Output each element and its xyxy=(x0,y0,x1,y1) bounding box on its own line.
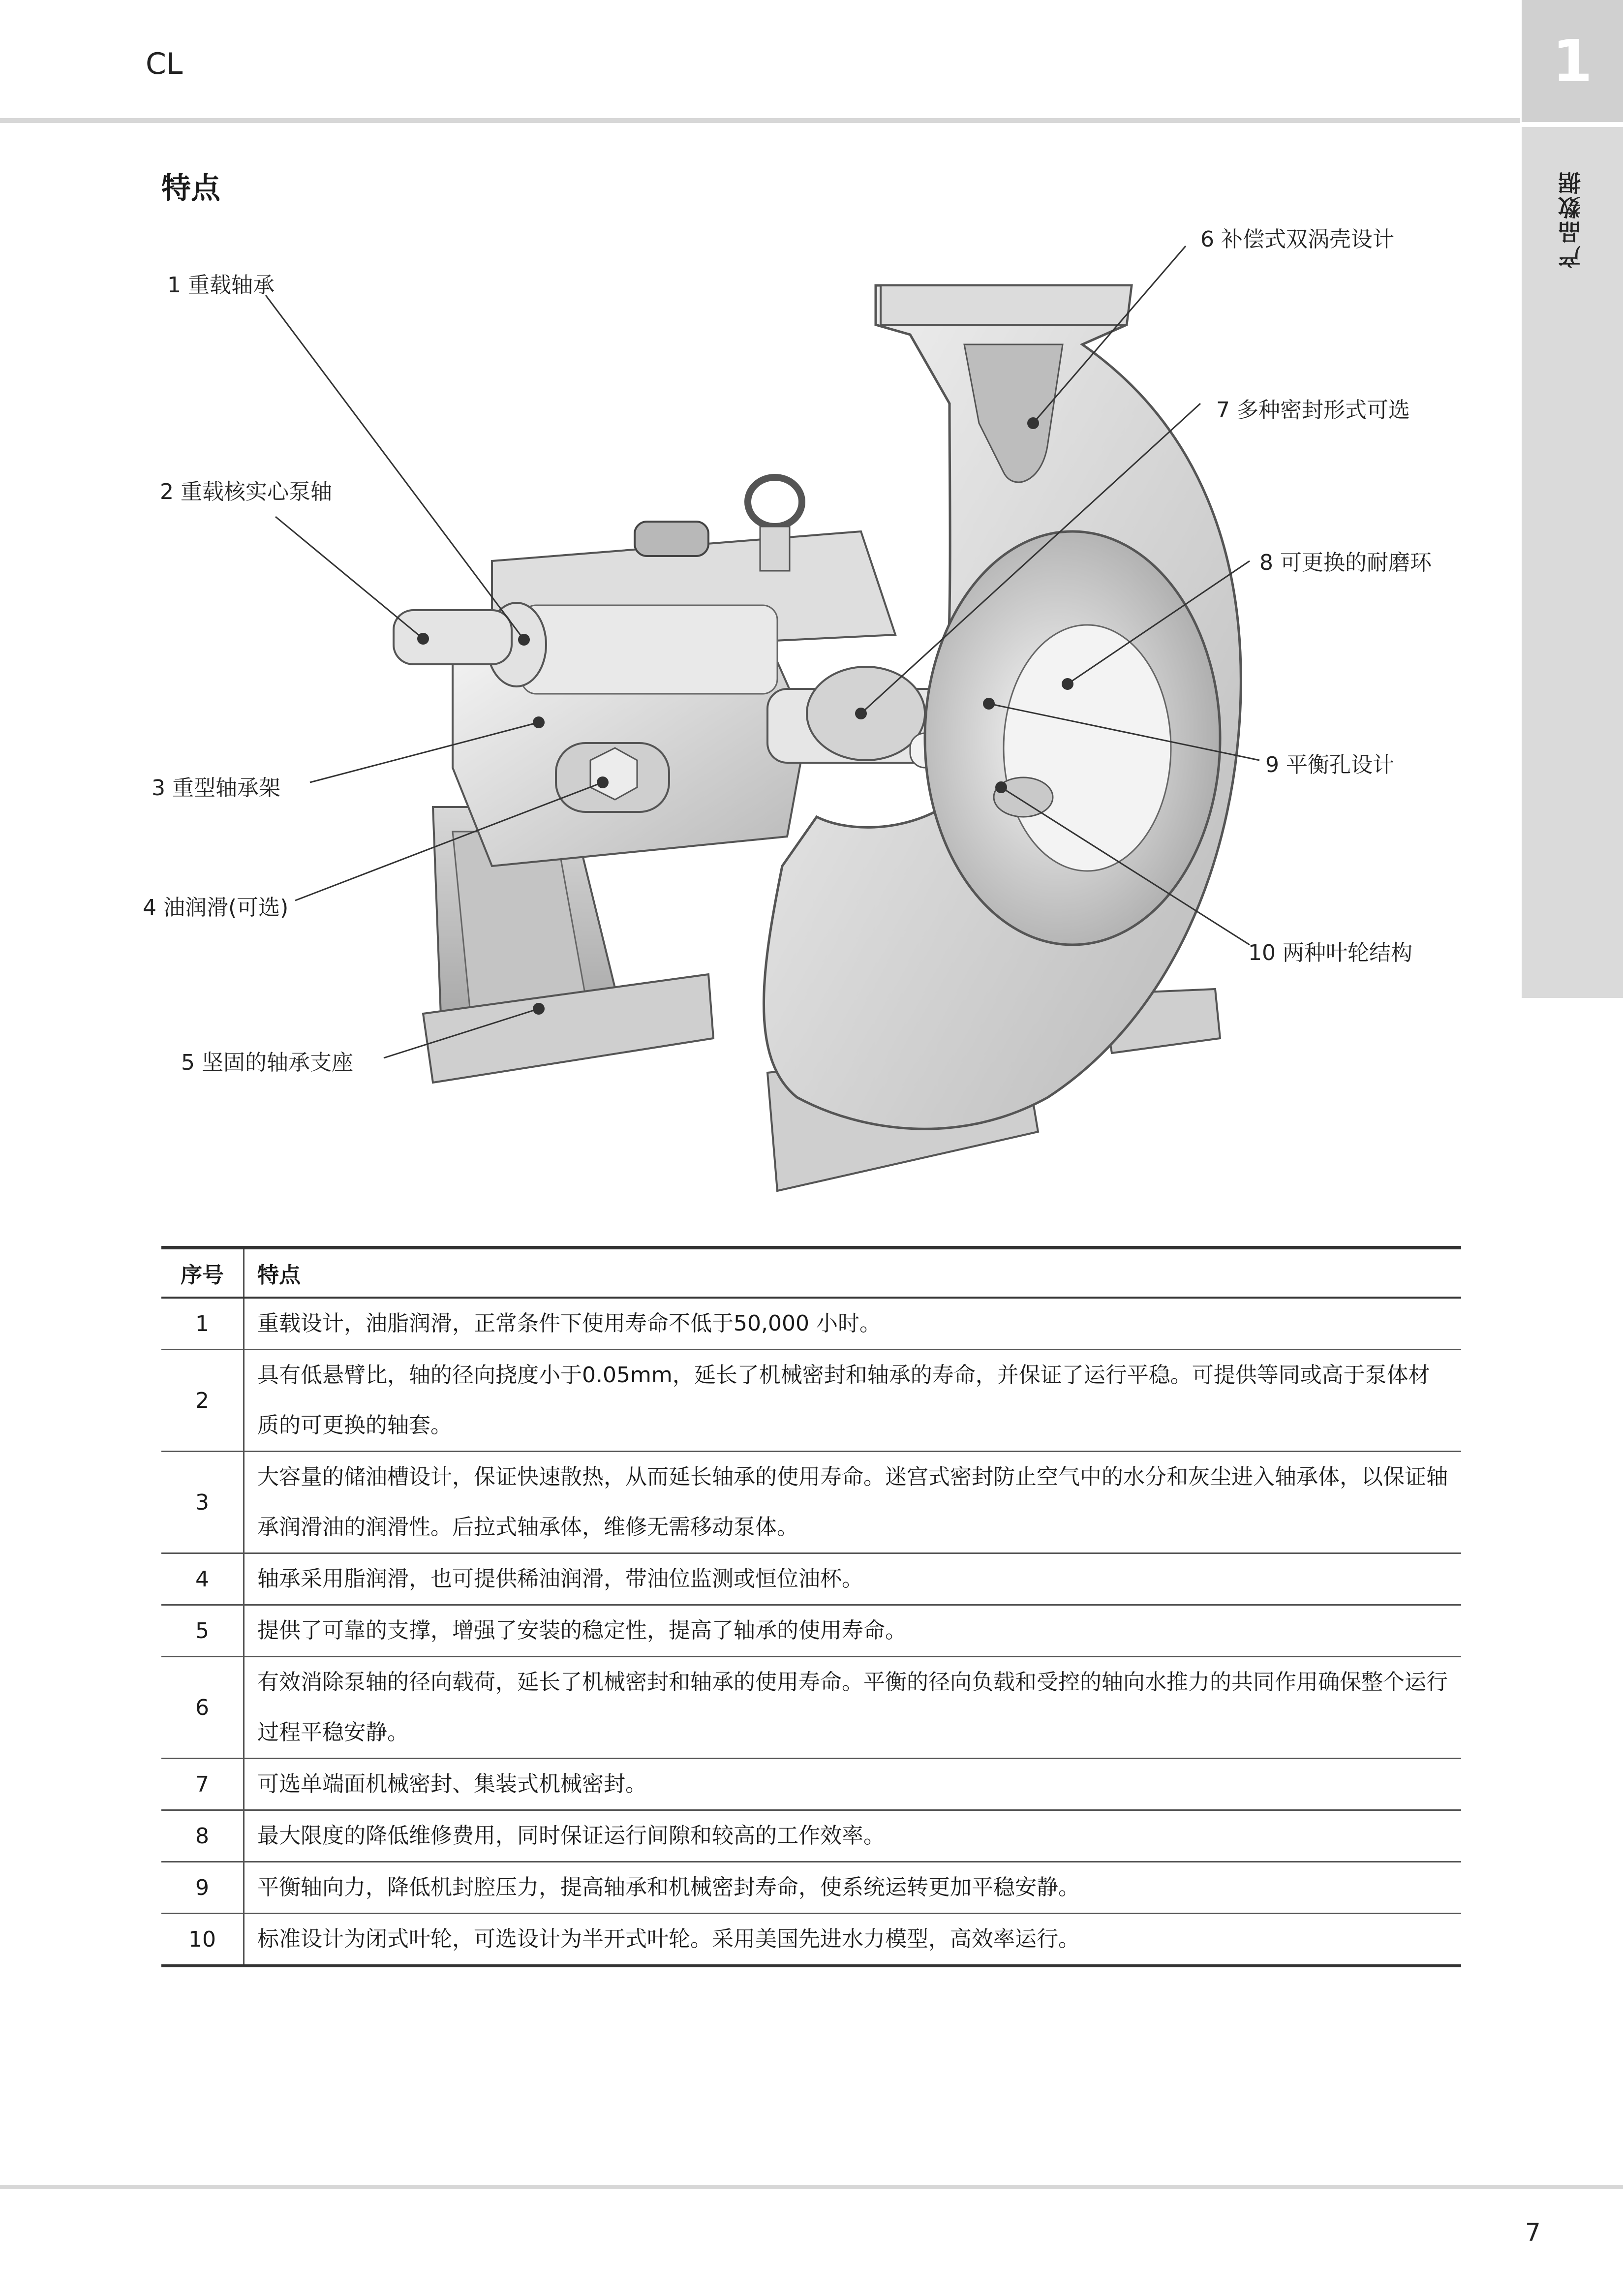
callout-3-bearing-frame: 3 重型轴承架 xyxy=(152,776,280,801)
callout-7-seal-options: 7 多种密封形式可选 xyxy=(1216,398,1410,423)
row-description: 有效消除泵轴的径向载荷，延长了机械密封和轴承的使用寿命。平衡的径向负载和受控的轴向水推力的共同作用确保整个运行过程平稳安静。 xyxy=(244,1657,1462,1759)
table-row xyxy=(161,1605,1461,1657)
section-title: 特点 xyxy=(161,171,220,206)
column-header-number: 序号 xyxy=(161,1248,244,1298)
callout-9-balance-holes: 9 平衡孔设计 xyxy=(1265,752,1394,777)
callout-5-bearing-support: 5 坚固的轴承支座 xyxy=(181,1050,353,1075)
table-row xyxy=(161,1452,1461,1553)
row-number: 2 xyxy=(161,1350,244,1452)
row-description: 大容量的储油槽设计，保证快速散热，从而延长轴承的使用寿命。迷宫式密封防止空气中的水分和灰尘进入轴承体，以保证轴承润滑油的润滑性。后拉式轴承体，维修无需移动泵体。 xyxy=(244,1452,1462,1553)
callout-2-solid-shaft: 2 重载核实心泵轴 xyxy=(160,479,332,504)
table-row xyxy=(161,1862,1461,1914)
footer-divider xyxy=(0,2185,1623,2189)
table-row xyxy=(161,1810,1461,1862)
row-number: 9 xyxy=(161,1862,244,1914)
callout-4-oil-lubrication: 4 油润滑(可选) xyxy=(143,895,289,920)
row-number: 5 xyxy=(161,1605,244,1657)
row-number: 8 xyxy=(161,1810,244,1862)
callout-6-dual-volute: 6 补偿式双涡壳设计 xyxy=(1200,227,1394,252)
table-row xyxy=(161,1553,1461,1605)
table-row xyxy=(161,1759,1461,1810)
row-number: 4 xyxy=(161,1553,244,1605)
bearing-frame xyxy=(394,477,895,866)
table-row xyxy=(161,1350,1461,1452)
table-row xyxy=(161,1298,1461,1350)
row-number: 10 xyxy=(161,1914,244,1966)
table-row xyxy=(161,1914,1461,1966)
row-number: 6 xyxy=(161,1657,244,1759)
callout-1-heavy-bearing: 1 重载轴承 xyxy=(167,273,275,298)
callout-10-impeller-types: 10 两种叶轮结构 xyxy=(1248,940,1412,965)
chapter-side-tab-label: 产品数据 xyxy=(1558,170,1584,268)
row-number: 1 xyxy=(161,1298,244,1350)
callout-8-wear-ring: 8 可更换的耐磨环 xyxy=(1259,550,1432,575)
row-description: 轴承采用脂润滑，也可提供稀油润滑，带油位监测或恒位油杯。 xyxy=(244,1553,1462,1605)
table-header-row xyxy=(161,1248,1461,1298)
chapter-number-tab: 1 xyxy=(1522,0,1623,122)
column-header-feature: 特点 xyxy=(244,1248,1462,1298)
row-description: 平衡轴向力，降低机封腔压力，提高轴承和机械密封寿命，使系统运转更加平稳安静。 xyxy=(244,1862,1462,1914)
features-table xyxy=(161,1246,1461,1967)
row-number: 7 xyxy=(161,1759,244,1810)
row-description: 提供了可靠的支撑，增强了安装的稳定性，提高了轴承的使用寿命。 xyxy=(244,1605,1462,1657)
row-description: 重载设计，油脂润滑，正常条件下使用寿命不低于50,000 小时。 xyxy=(244,1298,1462,1350)
row-description: 标准设计为闭式叶轮，可选设计为半开式叶轮。采用美国先进水力模型，高效率运行。 xyxy=(244,1914,1462,1966)
row-number: 3 xyxy=(161,1452,244,1553)
row-description: 可选单端面机械密封、集装式机械密封。 xyxy=(244,1759,1462,1810)
row-description: 具有低悬臂比，轴的径向挠度小于0.05mm，延长了机械密封和轴承的寿命，并保证了运行平稳。可提供等同或高于泵体材质的可更换的轴套。 xyxy=(244,1350,1462,1452)
table-row xyxy=(161,1657,1461,1759)
page-number: 7 xyxy=(1525,2218,1541,2247)
document-header-title: CL xyxy=(146,47,183,81)
row-description: 最大限度的降低维修费用，同时保证运行间隙和较高的工作效率。 xyxy=(244,1810,1462,1862)
